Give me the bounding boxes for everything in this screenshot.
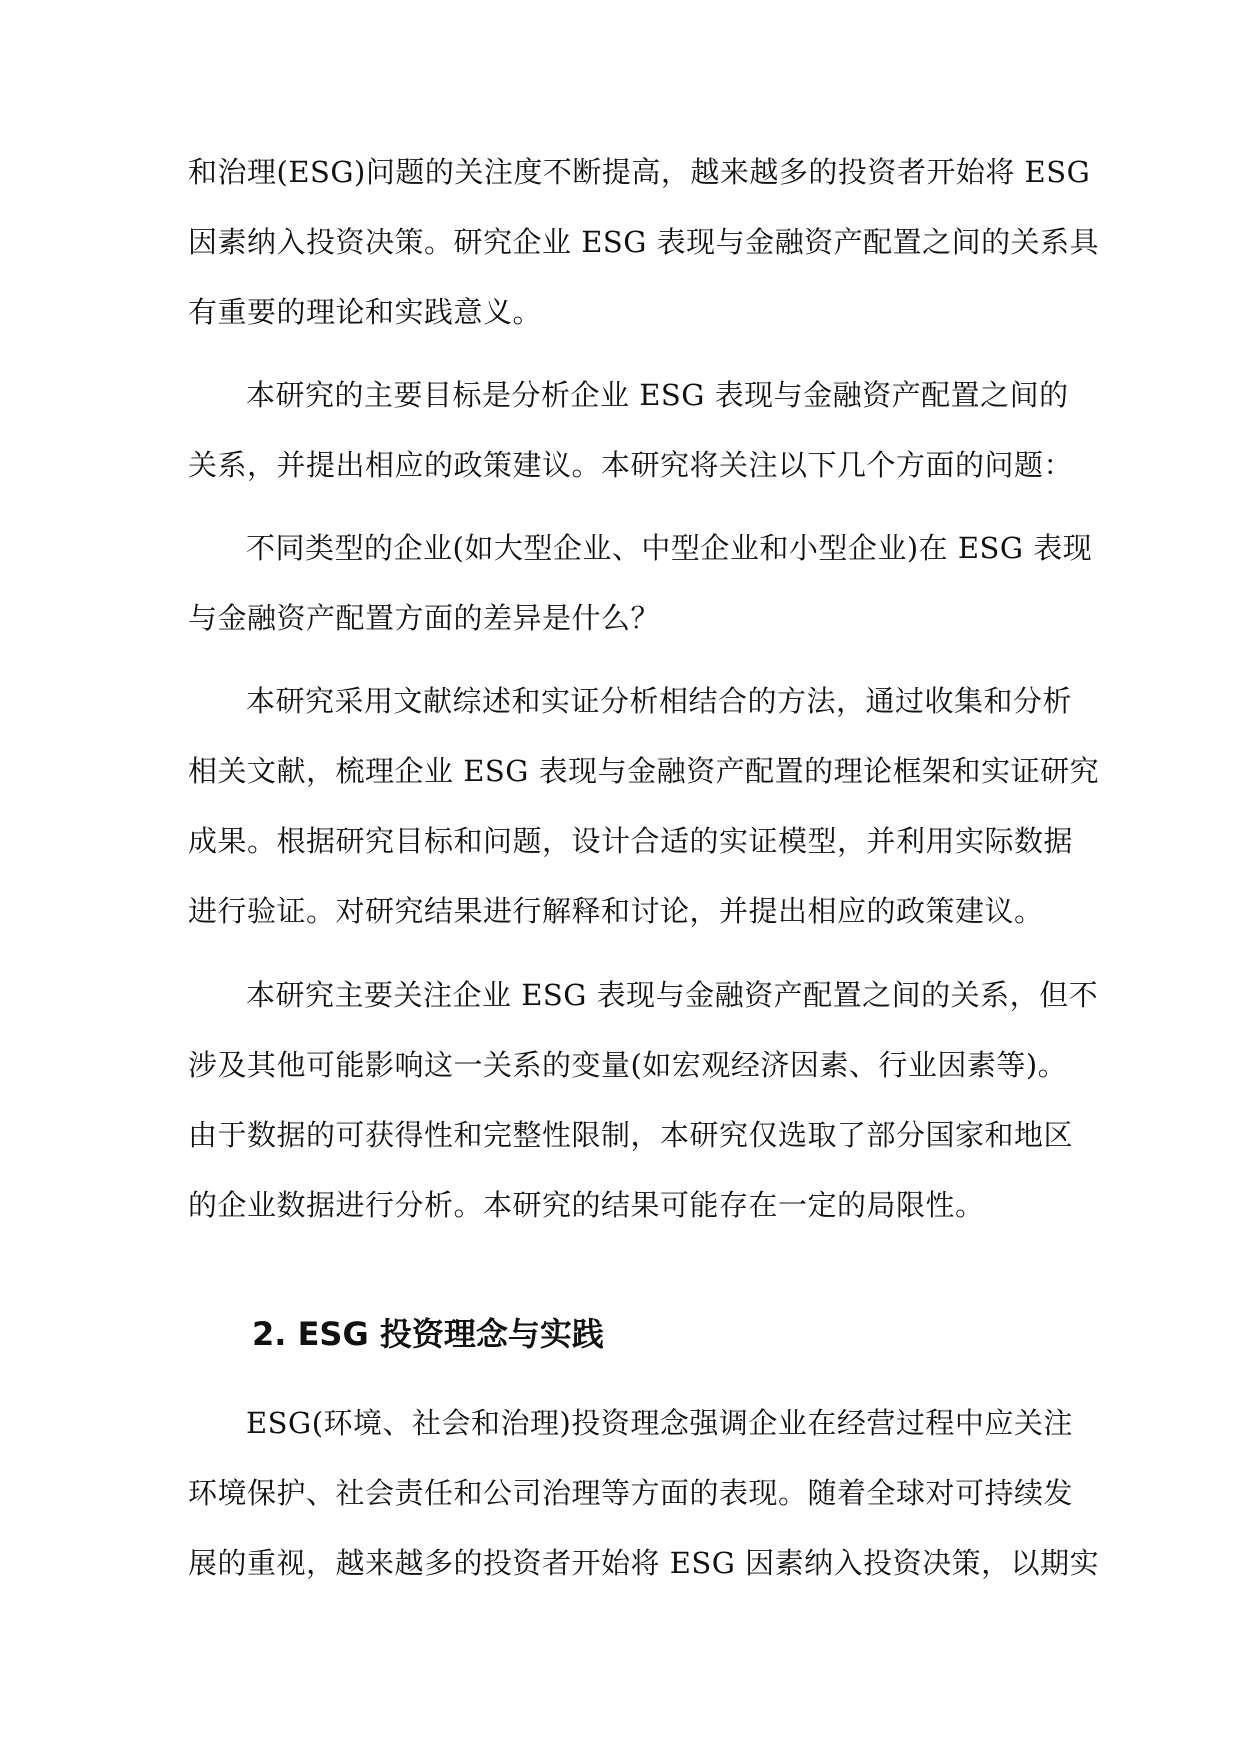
paragraph-first-line: 本研究主要关注企业 ESG 表现与金融资产配置之间的关系，但不 (246, 978, 1099, 1012)
text-line: 展的重视，越来越多的投资者开始将 ESG 因素纳入投资决策，以期实 (188, 1546, 1100, 1580)
text-line: 涉及其他可能影响这一关系的变量(如宏观经济因素、行业因素等)。 (188, 1048, 1068, 1082)
text-line: 相关文献，梳理企业 ESG 表现与金融资产配置的理论框架和实证研究 (188, 754, 1100, 788)
paragraph-first-line: 本研究采用文献综述和实证分析相结合的方法，通过收集和分析 (246, 684, 1073, 718)
text-line: 和治理(ESG)问题的关注度不断提高，越来越多的投资者开始将 ESG (188, 155, 1091, 189)
paragraph-first-line: 本研究的主要目标是分析企业 ESG 表现与金融资产配置之间的 (246, 378, 1069, 412)
text-line: 成果。根据研究目标和问题，设计合适的实证模型，并利用实际数据 (188, 824, 1074, 858)
text-line: 环境保护、社会责任和公司治理等方面的表现。随着全球对可持续发 (188, 1476, 1074, 1510)
text-line: 的企业数据进行分析。本研究的结果可能存在一定的局限性。 (188, 1188, 985, 1222)
text-line: 与金融资产配置方面的差异是什么？ (188, 601, 661, 635)
text-line: 有重要的理论和实践意义。 (188, 295, 543, 329)
section-heading: 2. ESG 投资理念与实践 (252, 1315, 604, 1353)
text-line: 进行验证。对研究结果进行解释和讨论，并提出相应的政策建议。 (188, 894, 1044, 928)
text-line: 因素纳入投资决策。研究企业 ESG 表现与金融资产配置之间的关系具 (188, 225, 1100, 259)
paragraph-first-line: 不同类型的企业(如大型企业、中型企业和小型企业)在 ESG 表现 (246, 531, 1093, 565)
text-line: 关系，并提出相应的政策建议。本研究将关注以下几个方面的问题： (188, 448, 1074, 482)
text-line: 由于数据的可获得性和完整性限制，本研究仅选取了部分国家和地区 (188, 1118, 1074, 1152)
paragraph-first-line: ESG(环境、社会和治理)投资理念强调企业在经营过程中应关注 (246, 1406, 1073, 1440)
